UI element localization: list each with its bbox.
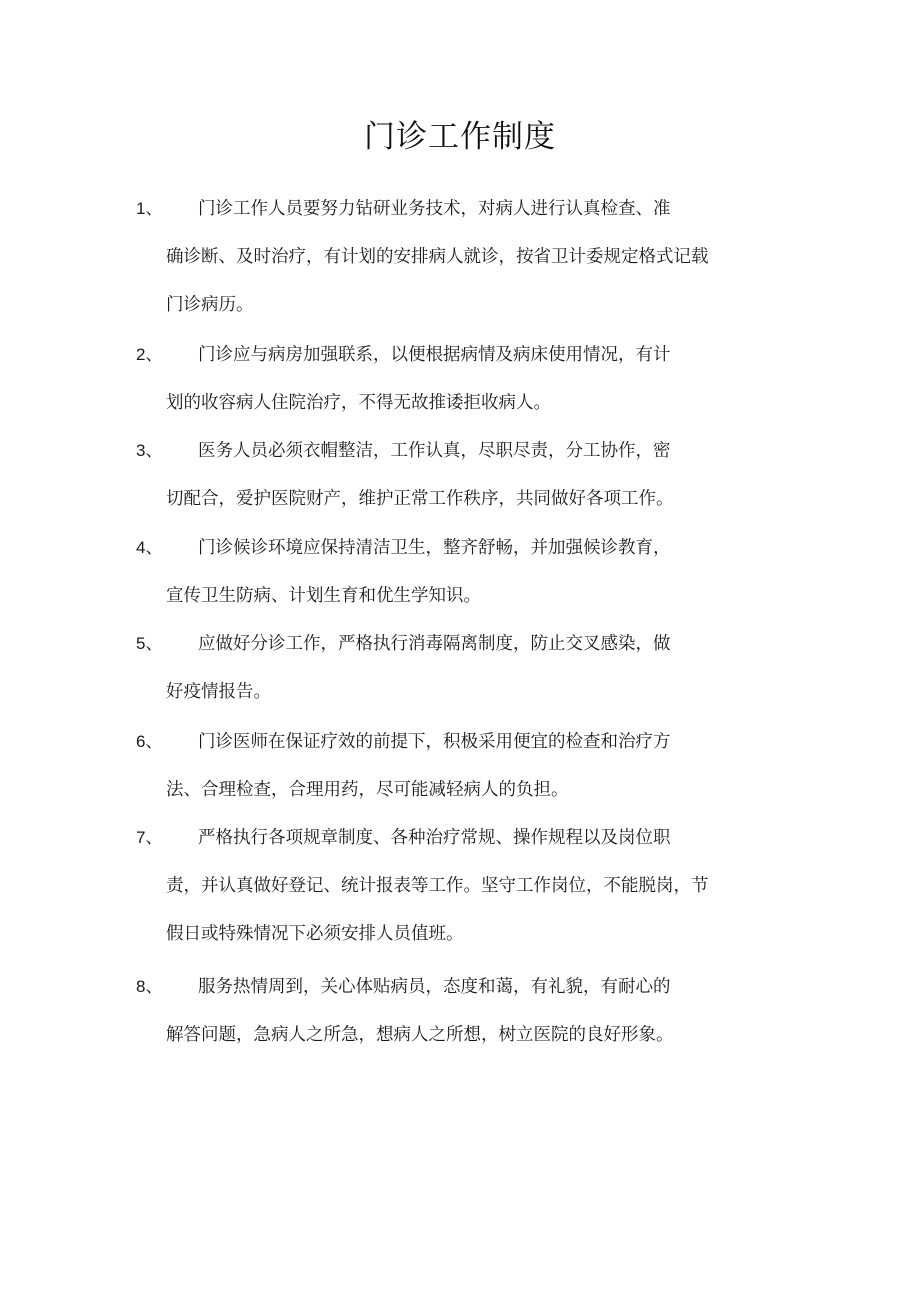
rule-text-line: 门诊医师在保证疗效的前提下，积极采用便宜的检查和治疗方 [198, 732, 671, 752]
rule-text-line: 严格执行各项规章制度、各种治疗常规、操作规程以及岗位职 [198, 828, 671, 848]
rule-text-line: 好疫情报告。 [166, 682, 271, 702]
rule-number: 3、 [136, 441, 163, 460]
rule-number: 6、 [136, 732, 163, 751]
rule-text-line: 切配合，爱护医院财产，维护正常工作秩序，共同做好各项工作。 [166, 489, 674, 509]
rule-text-line: 门诊工作人员要努力钻研业务技术，对病人进行认真检查、准 [198, 199, 671, 219]
rule-text-line: 门诊应与病房加强联系，以便根据病情及病床使用情况，有计 [198, 345, 671, 365]
rule-text-line: 门诊候诊环境应保持清洁卫生，整齐舒畅，并加强候诊教育， [198, 538, 671, 558]
rule-text-line: 解答问题，急病人之所急，想病人之所想，树立医院的良好形象。 [166, 1025, 674, 1045]
rule-text-line: 宣传卫生防病、计划生育和优生学知识。 [166, 586, 481, 606]
rule-number: 2、 [136, 345, 163, 364]
rule-text-line: 确诊断、及时治疗，有计划的安排病人就诊，按省卫计委规定格式记载 [166, 247, 709, 267]
rule-number: 4、 [136, 538, 163, 557]
rule-text-line: 医务人员必须衣帽整洁，工作认真，尽职尽责，分工协作，密 [198, 441, 671, 461]
rule-number: 7、 [136, 828, 163, 847]
rule-text-line: 划的收容病人住院治疗，不得无故推诿拒收病人。 [166, 393, 551, 413]
rule-text-line: 服务热情周到，关心体贴病员，态度和蔼，有礼貌，有耐心的 [198, 977, 671, 997]
rule-text-line: 假日或特殊情况下必须安排人员值班。 [166, 924, 464, 944]
rule-text-line: 法、合理检查，合理用药，尽可能减轻病人的负担。 [166, 780, 569, 800]
rule-number: 5、 [136, 634, 163, 653]
rule-number: 8、 [136, 977, 163, 996]
rule-number: 1、 [136, 199, 163, 218]
rule-text-line: 责，并认真做好登记、统计报表等工作。坚守工作岗位，不能脱岗，节 [166, 876, 709, 896]
rule-text-line: 门诊病历。 [166, 295, 254, 315]
rule-text-line: 应做好分诊工作，严格执行消毒隔离制度，防止交叉感染，做 [198, 634, 671, 654]
page-title: 门诊工作制度 [364, 119, 556, 155]
